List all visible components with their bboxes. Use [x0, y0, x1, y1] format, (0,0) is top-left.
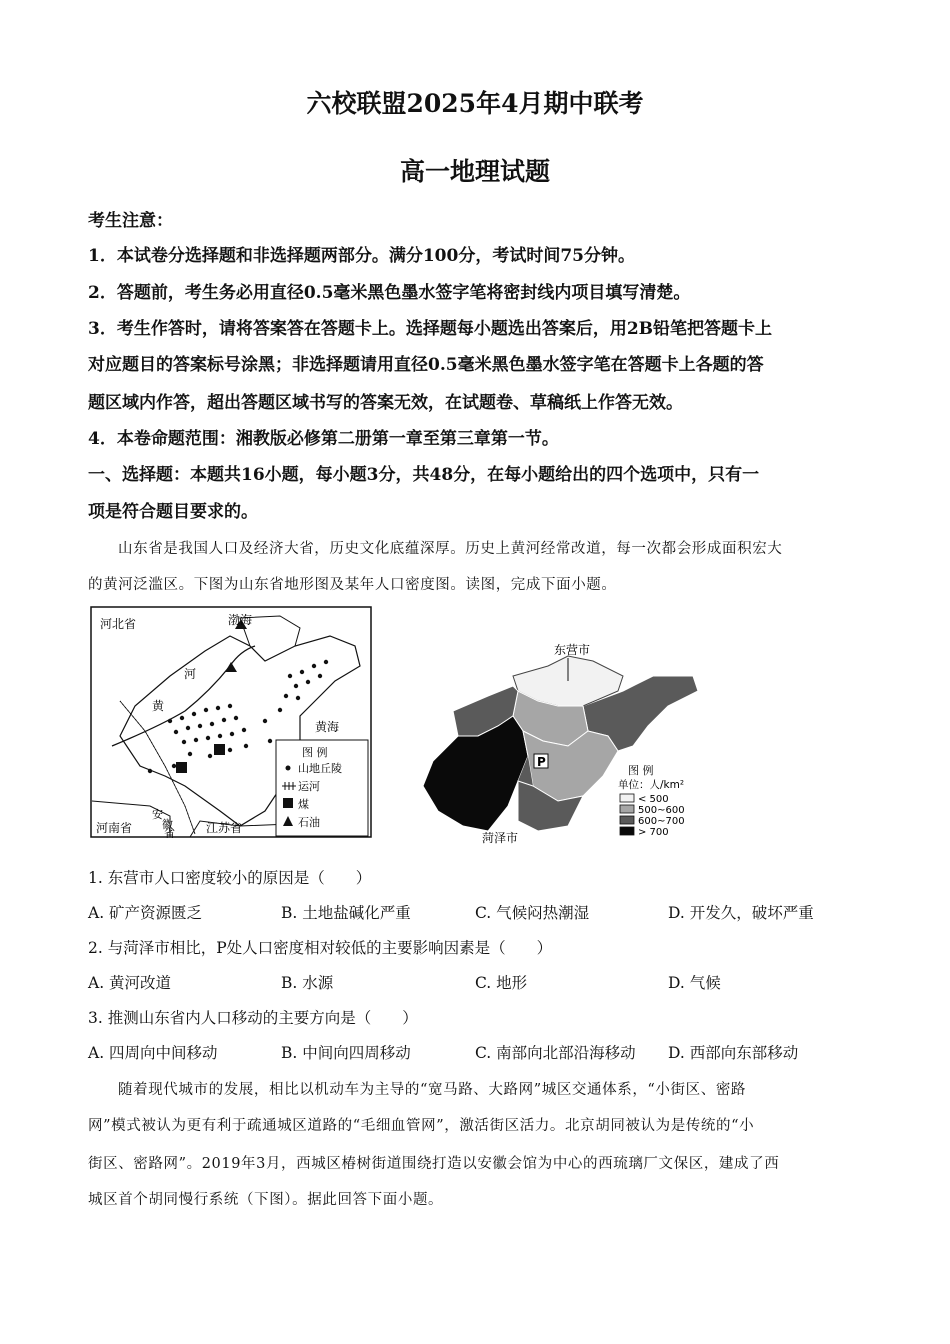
- q2-option-a[interactable]: A. 黄河改道: [88, 974, 172, 992]
- coal-symbol: [176, 762, 187, 773]
- legend1-title: 图 例: [302, 746, 328, 759]
- section1-line-1: 一、选择题：本题共16小题，每小题3分，共48分，在每小题给出的四个选项中，只有一: [88, 465, 760, 485]
- notice-heading: 考生注意：: [88, 211, 173, 231]
- legend2-lt500: < 500: [638, 794, 669, 805]
- question-2-stem: 2. 与菏泽市相比，P处人口密度相对较低的主要影响因素是（ ）: [88, 939, 553, 957]
- label-an: 安: [152, 808, 163, 821]
- population-density-map: [418, 636, 704, 846]
- label-p: P: [537, 755, 546, 769]
- q3-option-c[interactable]: C. 南部向北部沿海移动: [475, 1044, 636, 1062]
- passage2-line-2: 网”模式被认为更有利于疏通城区道路的“毛细血管网”，激活街区活力。北京胡同被认为是传统的“小: [88, 1118, 755, 1134]
- legend1-coal: 煤: [298, 798, 309, 811]
- legend2-gt700: > 700: [638, 827, 669, 838]
- legend1-canal: 运河: [298, 780, 320, 793]
- passage2-line-4: 城区首个胡同慢行系统（下图）。据此回答下面小题。: [88, 1192, 444, 1208]
- passage1-line-1: 山东省是我国人口及经济大省，历史文化底蕴深厚。历史上黄河经常改道，每一次都会形成面积宏大: [118, 541, 783, 557]
- legend2-600-700: 600~700: [638, 816, 685, 827]
- notice-line-6: 4．本卷命题范围：湘教版必修第二册第一章至第三章第一节。: [88, 429, 559, 449]
- coal-symbol: [214, 744, 225, 755]
- q2-option-b[interactable]: B. 水源: [281, 974, 334, 992]
- legend2-title: 图 例: [628, 764, 654, 777]
- section1-line-2: 项是符合题目要求的。: [88, 502, 258, 522]
- notice-line-5: 题区域内作答，超出答题区域书写的答案无效，在试题卷、草稿纸上作答无效。: [88, 393, 683, 413]
- q2-option-d[interactable]: D. 气候: [668, 974, 721, 992]
- label-henan: 河南省: [96, 821, 133, 835]
- question-3-stem: 3. 推测山东省内人口移动的主要方向是（ ）: [88, 1009, 418, 1027]
- legend2-unit: 单位：人/km²: [618, 779, 685, 791]
- passage2-line-3: 街区、密路网”。2019年3月，西城区椿树街道围绕打造以安徽会馆为中心的西琉璃厂文保区，建成了西: [88, 1156, 780, 1172]
- legend2-500-600: 500~600: [638, 805, 685, 816]
- notice-line-3: 3．考生作答时，请将答案答在答题卡上。选择题每小题选出答案后，用2B铅笔把答题卡上: [88, 319, 773, 339]
- q1-option-b[interactable]: B. 土地盐碱化严重: [281, 904, 411, 922]
- passage1-line-2: 的黄河泛滥区。下图为山东省地形图及某年人口密度图。读图，完成下面小题。: [88, 577, 617, 593]
- label-jiangsu: 江苏省: [206, 821, 243, 835]
- label-sheng: 省: [164, 827, 175, 838]
- passage2-line-1: 随着现代城市的发展，相比以机动车为主导的“宽马路、大路网”城区交通体系，“小街区、密路: [118, 1082, 747, 1098]
- label-yellow-sea: 黄海: [315, 720, 340, 734]
- label-bohai: 渤海: [228, 613, 253, 627]
- terrain-map: [90, 606, 372, 838]
- q3-option-a[interactable]: A. 四周向中间移动: [88, 1044, 218, 1062]
- legend1-oil: 石油: [298, 816, 320, 829]
- question-1-stem: 1. 东营市人口密度较小的原因是（ ）: [88, 869, 372, 887]
- label-hebei: 河北省: [100, 617, 137, 631]
- q2-option-c[interactable]: C. 地形: [475, 974, 528, 992]
- label-heze: 菏泽市: [482, 831, 519, 845]
- q3-option-b[interactable]: B. 中间向四周移动: [281, 1044, 411, 1062]
- q1-option-c[interactable]: C. 气候闷热潮湿: [475, 904, 590, 922]
- label-hui: 徽: [162, 818, 173, 831]
- label-he: 河: [184, 667, 197, 681]
- label-huang: 黄: [152, 699, 165, 713]
- q3-option-d[interactable]: D. 西部向东部移动: [668, 1044, 799, 1062]
- label-dongying: 东营市: [554, 643, 591, 657]
- q1-option-a[interactable]: A. 矿产资源匮乏: [88, 904, 203, 922]
- notice-line-4: 对应题目的答案标号涂黑；非选择题请用直径0.5毫米黑色墨水签字笔在答题卡上各题的答: [88, 355, 764, 375]
- exam-subtitle: 高一地理试题: [399, 157, 550, 186]
- exam-title: 六校联盟2025年4月期中联考: [306, 89, 644, 118]
- legend1-hills: 山地丘陵: [298, 762, 342, 775]
- notice-line-2: 2．答题前，考生务必用直径0.5毫米黑色墨水签字笔将密封线内项目填写清楚。: [88, 283, 691, 303]
- notice-line-1: 1．本试卷分选择题和非选择题两部分。满分100分，考试时间75分钟。: [88, 246, 635, 266]
- q1-option-d[interactable]: D. 开发久，破坏严重: [668, 904, 814, 922]
